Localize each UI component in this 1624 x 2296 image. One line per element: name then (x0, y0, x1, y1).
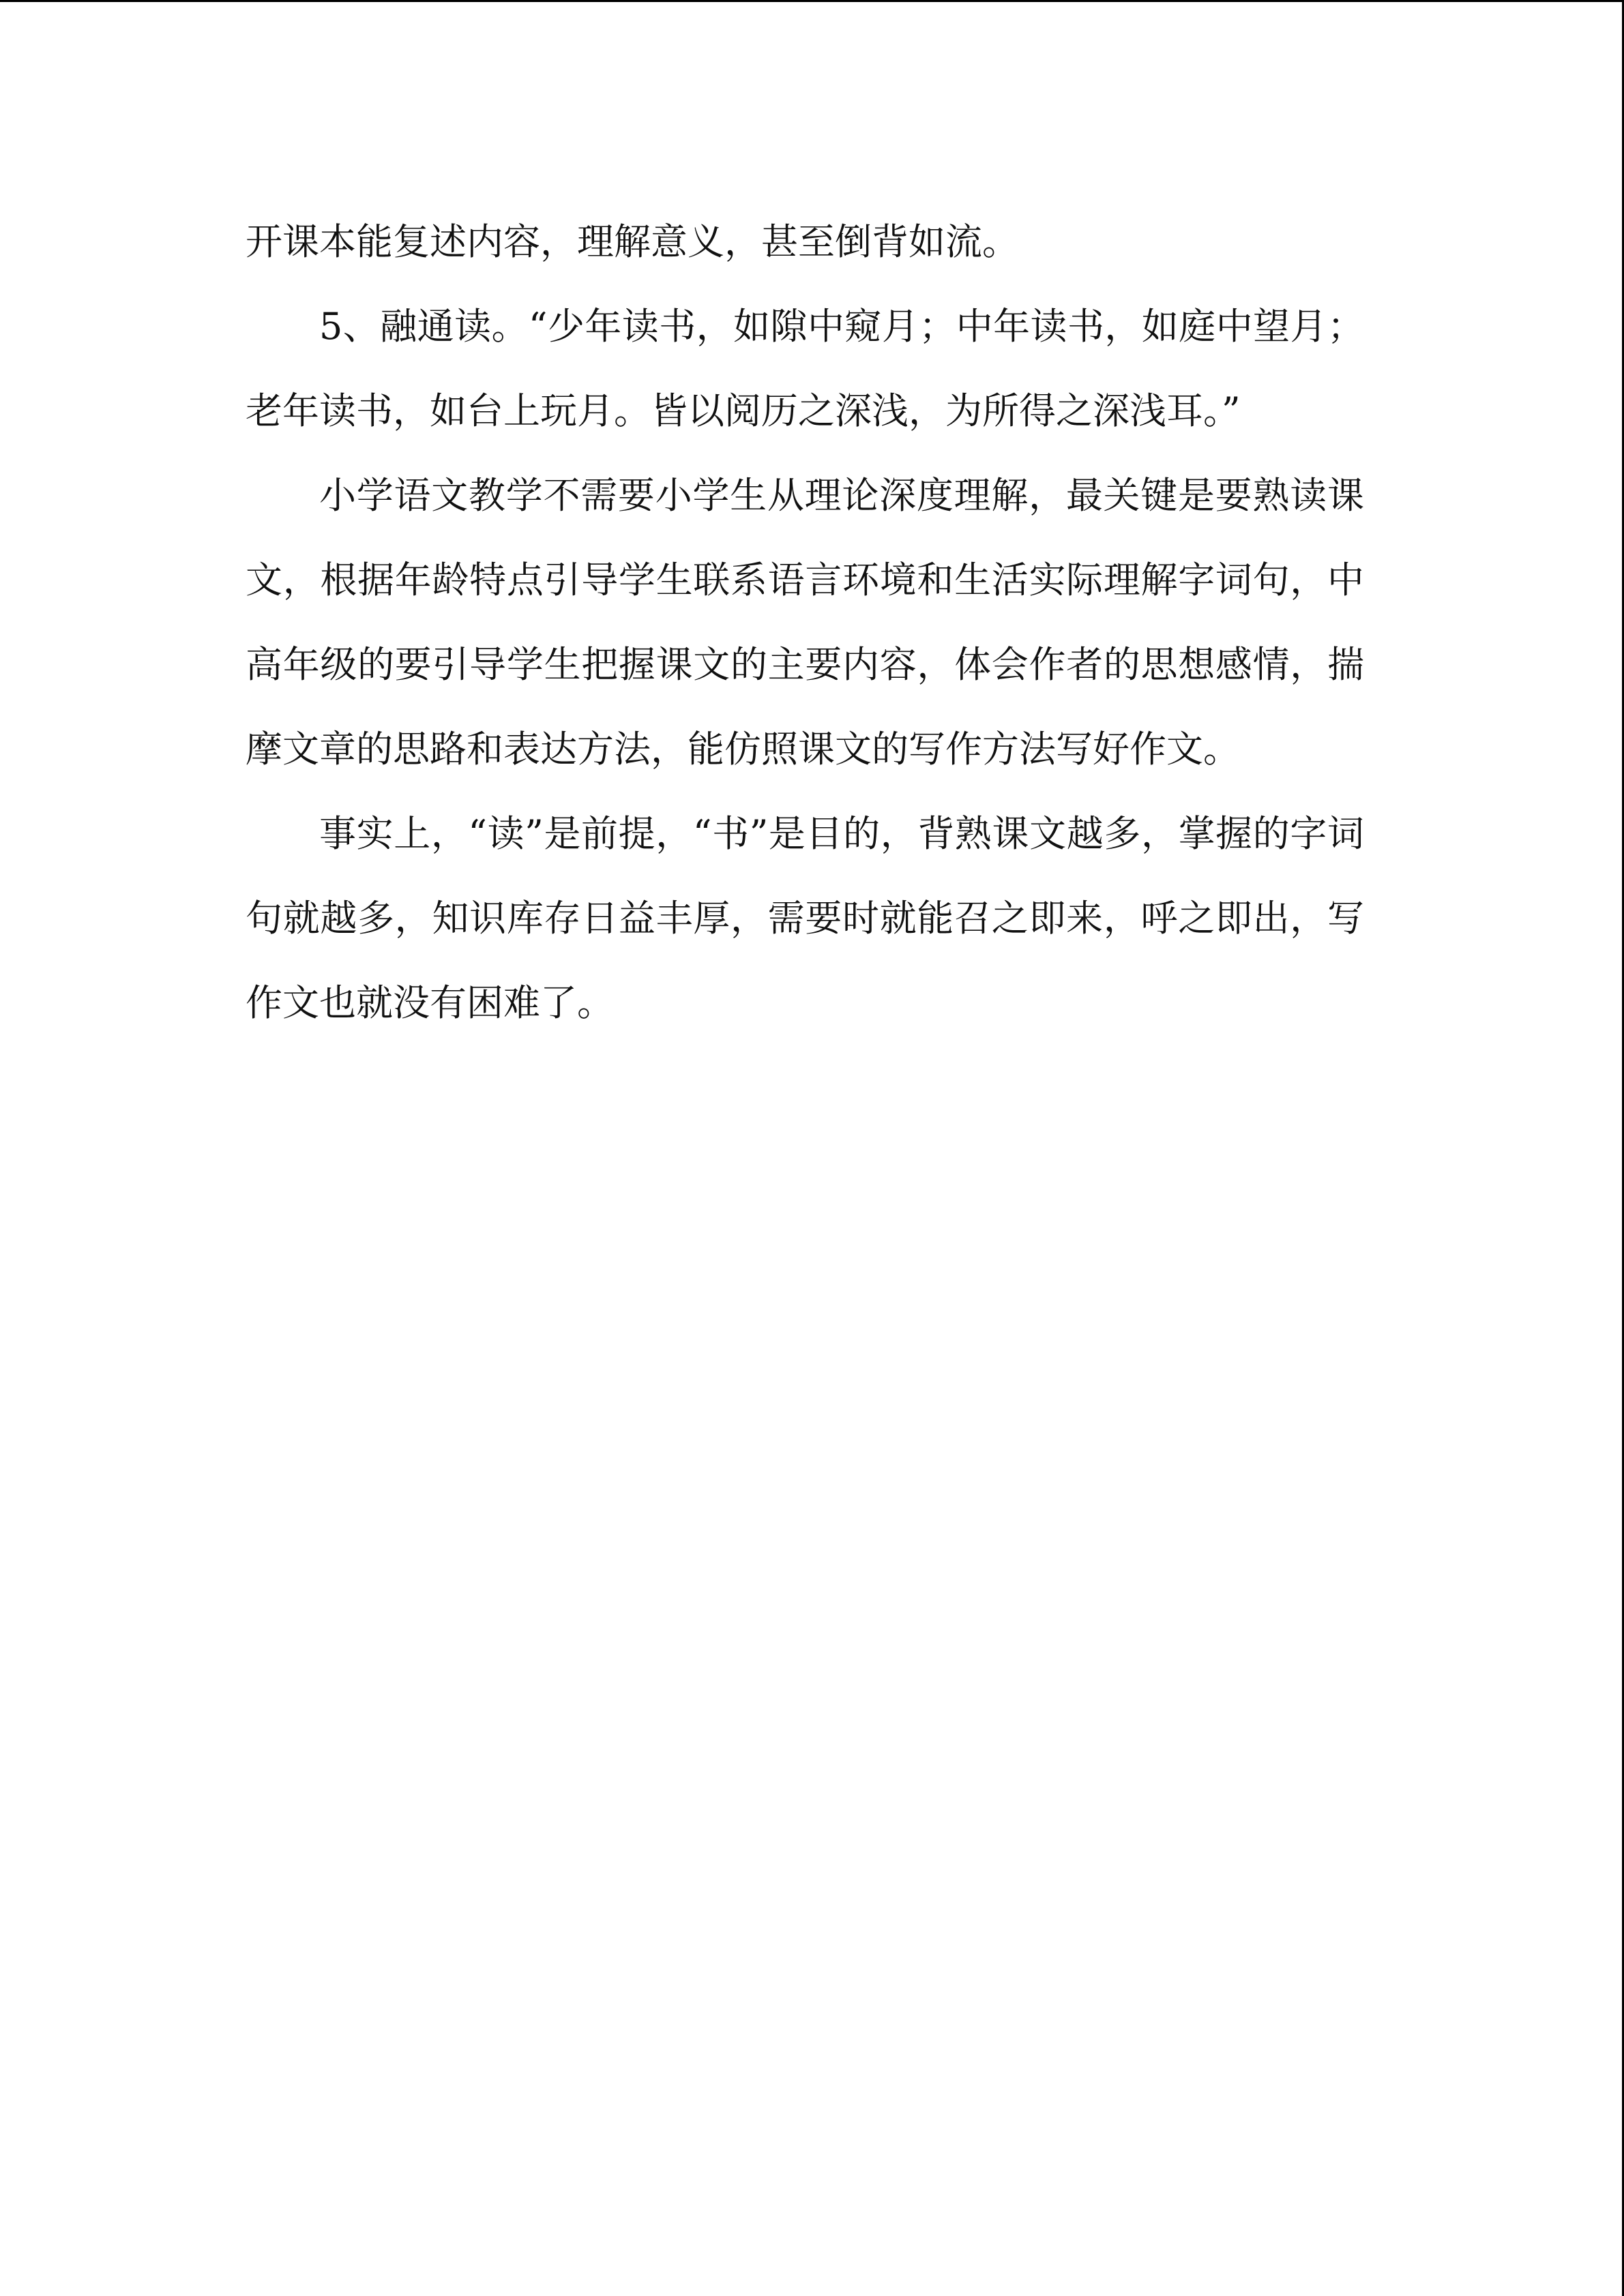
paragraph-4: 事实上，“读”是前提，“书”是目的，背熟课文越多，掌握的字词句就越多，知识库存日益丰厚，需要时就能召之即来，呼之即出，写作文也就没有困难了。 (246, 812, 1364, 1024)
paragraph-1: 开课本能复述内容，理解意义，甚至倒背如流。 (246, 220, 1019, 263)
paragraph-3: 小学语文教学不需要小学生从理论深度理解，最关键是要熟读课文，根据年龄特点引导学生联系语言环境和生活实际理解字词句，中高年级的要引导学生把握课文的主要内容，体会作者的思想感情，揣摩文章的思路和表达方法，能仿照课文的写作方法写好作文。 (246, 474, 1364, 771)
paragraph-2: 5、融通读。“少年读书，如隙中窥月；中年读书，如庭中望月；老年读书，如台上玩月。皆以阅历之深浅，为所得之深浅耳。” (246, 305, 1364, 432)
document-body (246, 200, 1364, 1045)
